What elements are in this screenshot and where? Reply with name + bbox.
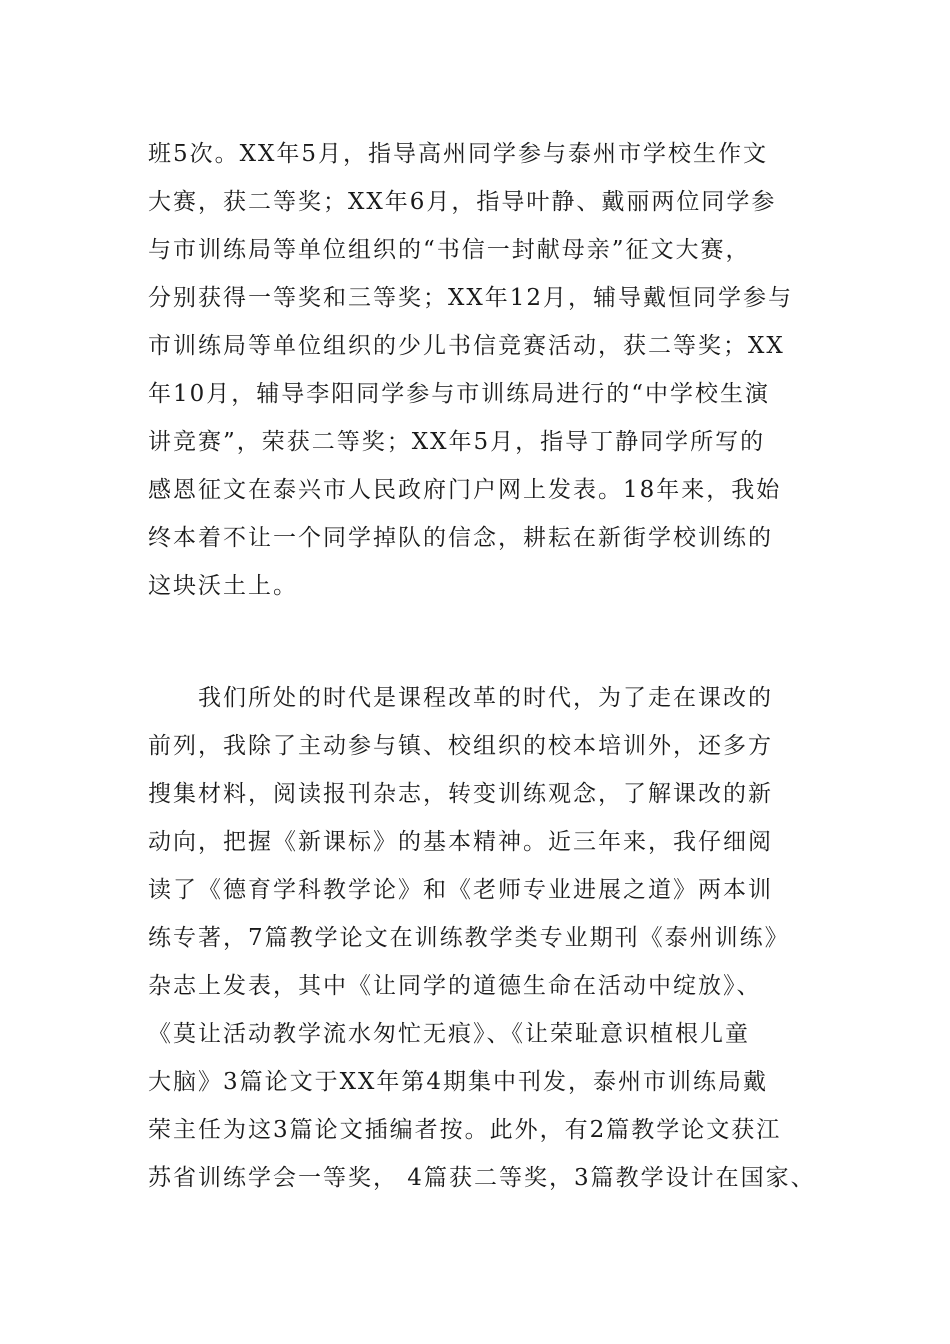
text-line: 终本着不让一个同学掉队的信念，耕耘在新街学校训练的 <box>148 525 773 551</box>
text-line: 杂志上发表，其中《让同学的道德生命在活动中绽放》、 <box>148 973 762 999</box>
text-line: 苏省训练学会一等奖， 4篇获二等奖，3篇教学设计在国家、 <box>148 1165 816 1191</box>
text-line: 动向，把握《新课标》的基本精神。近三年来，我仔细阅 <box>148 829 773 855</box>
text-line: 班5次。XX年5月，指导高州同学参与泰州市学校生作文 <box>148 141 769 167</box>
text-line: 搜集材料，阅读报刊杂志，转变训练观念，了解课改的新 <box>148 781 773 807</box>
text-line: 练专著，7篇教学论文在训练教学类专业期刊《泰州训练》 <box>148 925 790 951</box>
text-line: 大脑》3篇论文于XX年第4期集中刊发，泰州市训练局戴 <box>148 1069 769 1095</box>
text-line: 《莫让活动教学流水匆忙无痕》、《让荣耻意识植根儿童 <box>148 1021 750 1047</box>
text-line: 讲竞赛”，荣获二等奖；XX年5月，指导丁静同学所写的 <box>148 429 766 455</box>
text-line: 分别获得一等奖和三等奖；XX年12月，辅导戴恒同学参与 <box>148 285 794 311</box>
text-line: 前列，我除了主动参与镇、校组织的校本培训外，还多方 <box>148 733 773 759</box>
text-line: 年10月，辅导李阳同学参与市训练局进行的“中学校生演 <box>148 381 771 407</box>
text-line: 感恩征文在泰兴市人民政府门户网上发表。18年来，我始 <box>148 477 782 503</box>
text-line: 市训练局等单位组织的少儿书信竞赛活动，获二等奖；XX <box>148 333 785 359</box>
text-line: 与市训练局等单位组织的“书信一封献母亲”征文大赛， <box>148 237 751 263</box>
text-line: 这块沃土上。 <box>148 573 298 599</box>
text-line: 荣主任为这3篇论文插编者按。此外，有2篇教学论文获江 <box>148 1117 782 1143</box>
text-line-indented: 我们所处的时代是课程改革的时代，为了走在课改的 <box>198 685 773 711</box>
paragraph-2 <box>148 674 816 1202</box>
text-line: 大赛，获二等奖；XX年6月，指导叶静、戴丽两位同学参 <box>148 189 777 215</box>
text-line: 读了《德育学科教学论》和《老师专业进展之道》两本训 <box>148 877 773 903</box>
paragraph-1 <box>148 130 793 610</box>
